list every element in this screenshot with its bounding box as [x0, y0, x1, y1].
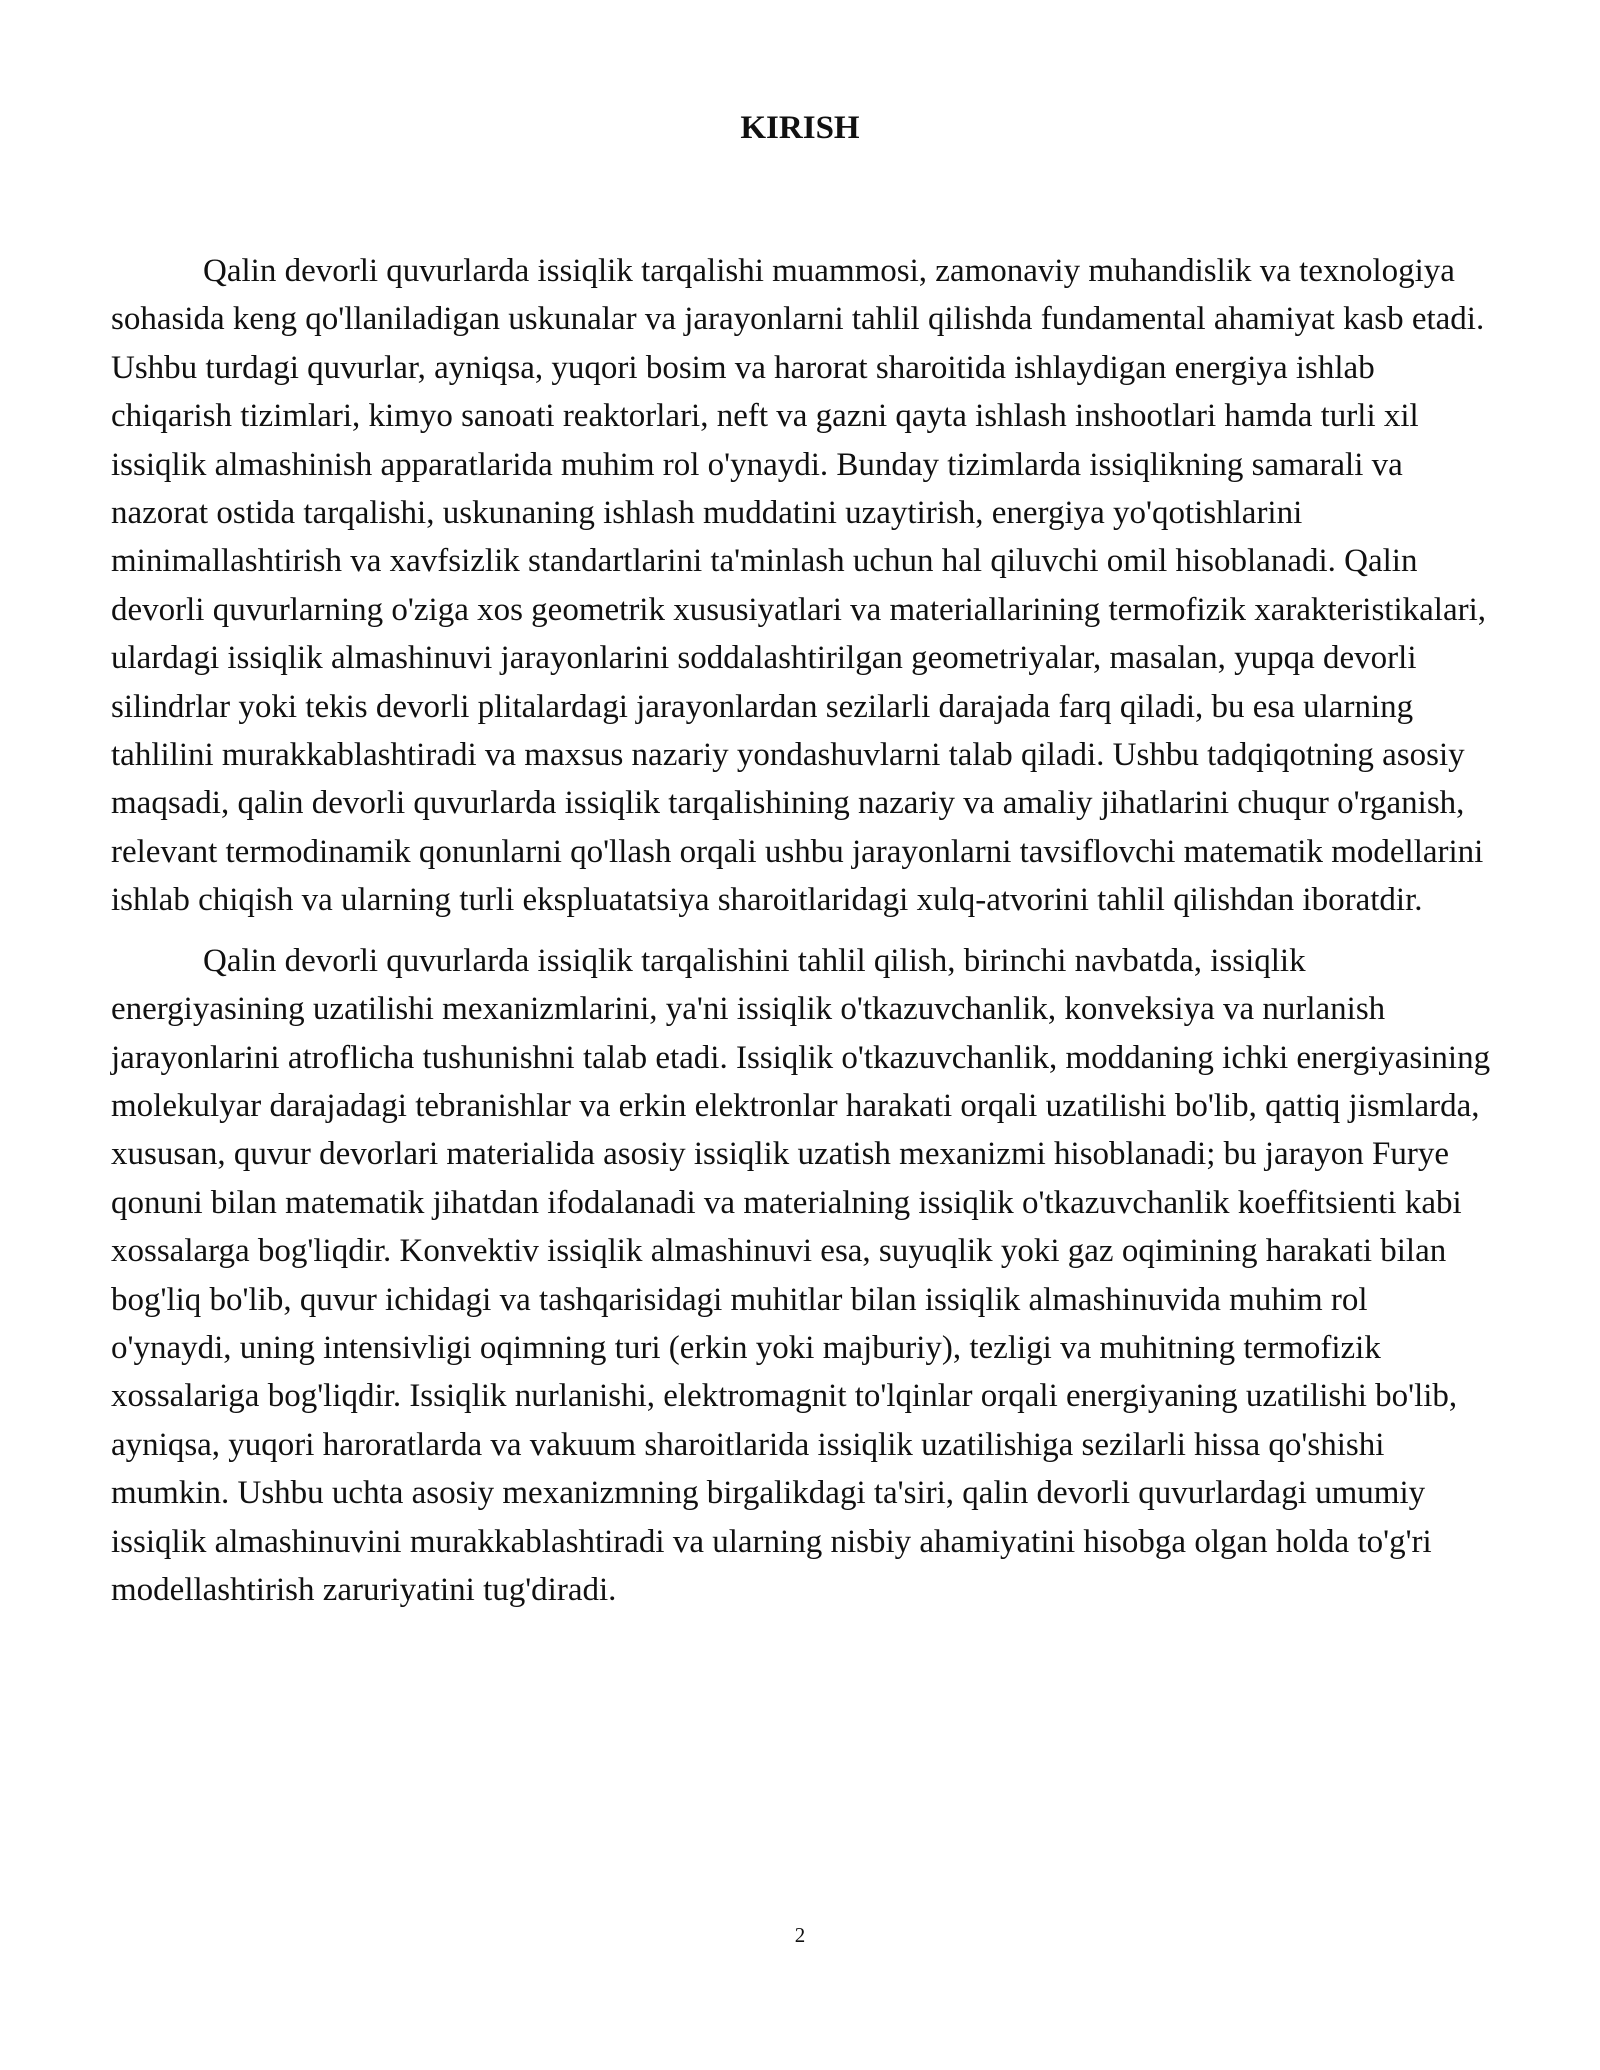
body-text	[111, 247, 1493, 1626]
section-title: KIRISH	[740, 110, 860, 146]
paragraph-2: Qalin devorli quvurlarda issiqlik tarqalishini tahlil qilish, birinchi navbatda, issiqlik energiyasining uzatilishi mexanizmlarini, ya'ni issiqlik o'tkazuvchanlik, konveksiya va nurlanish jarayonlarini atroflicha tushunishni talab etadi. Issiqlik o'tkazuvchanlik, moddaning ichki energiyasining molekulyar darajadagi tebranishlar va erkin elektronlar harakati orqali uzatilishi bo'lib, qattiq jismlarda, xususan, quvur devorlari materialida asosiy issiqlik uzatish mexanizmi hisoblanadi; bu jarayon Furye qonuni bilan matematik jihatdan ifodalanadi va materialning issiqlik o'tkazuvchanlik koeffitsienti kabi xossalarga bog'liqdir. Konvektiv issiqlik almashinuvi esa, suyuqlik yoki gaz oqimining harakati bilan bog'liq bo'lib, quvur ichidagi va tashqarisidagi muhitlar bilan issiqlik almashinuvida muhim rol o'ynaydi, uning intensivligi oqimning turi (erkin yoki majburiy), tezligi va muhitning termofizik xossalariga bog'liqdir. Issiqlik nurlanishi, elektromagnit to'lqinlar orqali energiyaning uzatilishi bo'lib, ayniqsa, yuqori haroratlarda va vakuum sharoitlarida issiqlik uzatilishiga sezilarli hissa qo'shishi mumkin. Ushbu uchta asosiy mexanizmning birgalikdagi ta'siri, qalin devorli quvurlardagi umumiy issiqlik almashinuvini murakkablashtiradi va ularning nisbiy ahamiyatini hisobga olgan holda to'g'ri modellashtirish zaruriyatini tug'diradi.	[111, 942, 1491, 1608]
page-number: 2	[794, 1923, 806, 1947]
paragraph-1: Qalin devorli quvurlarda issiqlik tarqalishi muammosi, zamonaviy muhandislik va texnologiya sohasida keng qo'llaniladigan uskunalar va jarayonlarni tahlil qilishda fundamental ahamiyat kasb etadi. Ushbu turdagi quvurlar, ayniqsa, yuqori bosim va harorat sharoitida ishlaydigan energiya ishlab chiqarish tizimlari, kimyo sanoati reaktorlari, neft va gazni qayta ishlash inshootlari hamda turli xil issiqlik almashinish apparatlarida muhim rol o'ynaydi. Bunday tizimlarda issiqlikning samarali va nazorat ostida tarqalishi, uskunaning ishlash muddatini uzaytirish, energiya yo'qotishlarini minimallashtirish va xavfsizlik standartlarini ta'minlash uchun hal qiluvchi omil hisoblanadi. Qalin devorli quvurlarning o'ziga xos geometrik xususiyatlari va materiallarining termofizik xarakteristikalari, ulardagi issiqlik almashinuvi jarayonlarini soddalashtirilgan geometriyalar, masalan, yupqa devorli silindrlar yoki tekis devorli plitalardagi jarayonlardan sezilarli darajada farq qiladi, bu esa ularning tahlilini murakkablashtiradi va maxsus nazariy yondashuvlarni talab qiladi. Ushbu tadqiqotning asosiy maqsadi, qalin devorli quvurlarda issiqlik tarqalishining nazariy va amaliy jihatlarini chuqur o'rganish, relevant termodinamik qonunlarni qo'llash orqali ushbu jarayonlarni tavsiflovchi matematik modellarini ishlab chiqish va ularning turli ekspluatatsiya sharoitlaridagi xulq-atvorini tahlil qilishdan iboratdir.	[111, 253, 1487, 919]
